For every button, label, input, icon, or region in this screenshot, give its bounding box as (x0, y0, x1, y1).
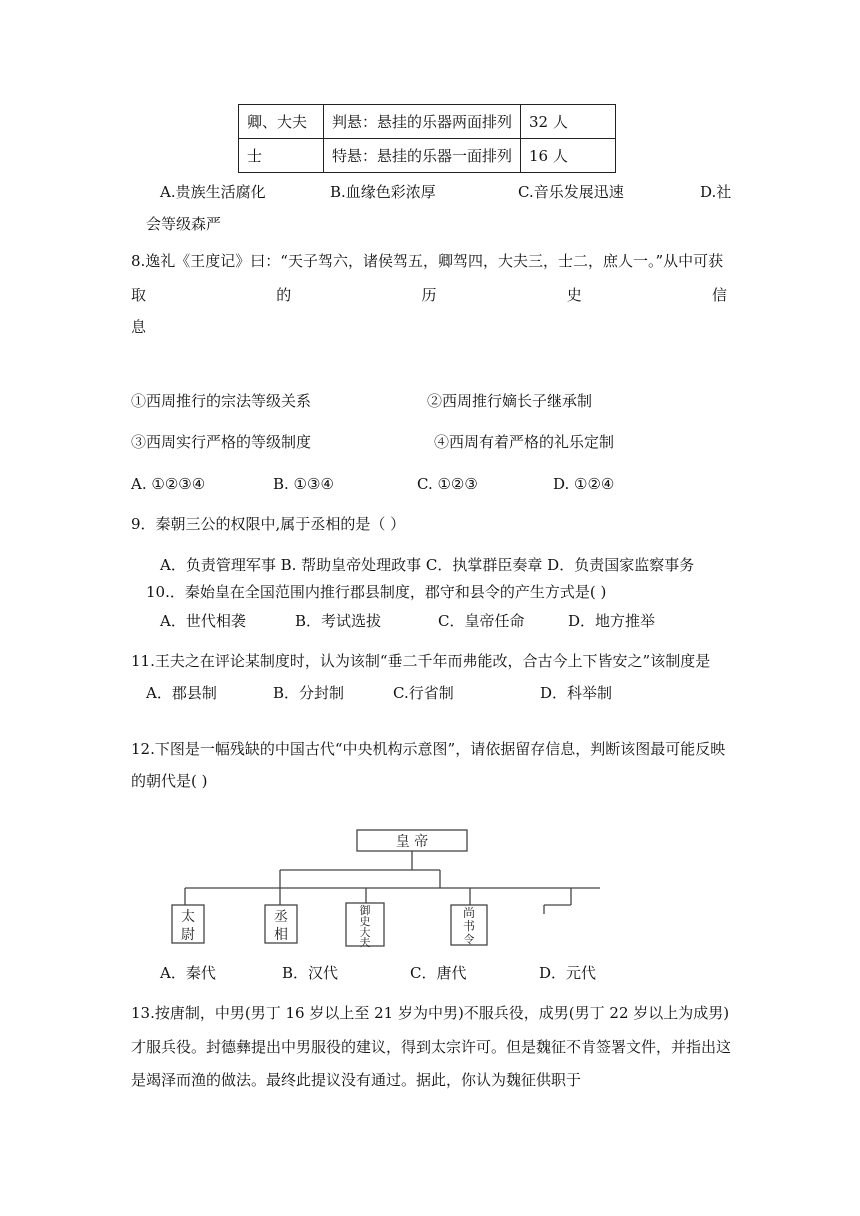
q10-option-d[interactable]: D．地方推举 (568, 612, 656, 630)
table-cell: 32 人 (521, 105, 616, 139)
diagram-taiwei-char: 尉 (181, 927, 195, 943)
q8-item-3: ③西周实行严格的等级制度 (131, 433, 312, 451)
q12-option-a[interactable]: A．秦代 (160, 964, 216, 982)
q12-option-c[interactable]: C．唐代 (410, 964, 467, 982)
q7-option-a[interactable]: A.贵族生活腐化 (160, 183, 266, 201)
q12-option-d[interactable]: D．元代 (539, 964, 597, 982)
q9-stem: 9．秦朝三公的权限中,属于丞相的是（ ） (131, 515, 406, 533)
q13-stem-line3: 是竭泽而渔的做法。最终此提议没有通过。据此，你认为魏征供职于 (131, 1071, 582, 1089)
q8-option-a[interactable]: A. ①②③④ (131, 475, 206, 493)
q11-option-a[interactable]: A．郡县制 (146, 684, 217, 702)
q8-option-d[interactable]: D. ①②④ (553, 475, 615, 493)
q7-option-d-continued: 会等级森严 (146, 215, 222, 233)
q8-word: 信 (711, 286, 727, 304)
diagram-shangshuling-char: 书 (462, 919, 476, 933)
diagram-taiwei-char: 太 (181, 909, 195, 925)
q11-stem: 11.王夫之在评论某制度时，认为该制“垂二千年而弗能改，合古今上下皆安之”该制度是 (131, 652, 711, 670)
diagram-yushidafu-char: 史 (359, 915, 371, 928)
q9-options[interactable]: A．负责管理军事 B. 帮助皇帝处理政事 C．执掌群臣奏章 D．负责国家监察事务 (160, 556, 695, 574)
q8-option-c[interactable]: C. ①②③ (417, 475, 478, 493)
q10-stem: 10.．秦始皇在全国范围内推行郡县制度，郡守和县令的产生方式是( ) (146, 583, 607, 601)
diagram-emperor-label: 皇 帝 (395, 834, 429, 850)
q13-stem-line1: 13.按唐制，中男(男丁 16 岁以上至 21 岁为中男)不服兵役，成男(男丁 22 岁以上为成男) (131, 1004, 730, 1022)
diagram-yushidafu-char: 夫 (359, 936, 371, 949)
q12-stem-line2: 的朝代是( ) (131, 772, 208, 790)
q8-stem-line1: 8.逸礼《王度记》曰：“天子驾六，诸侯驾五，卿驾四，大夫三，士二，庶人一。”从中可获 (131, 252, 724, 270)
diagram-chengxiang-char: 相 (274, 927, 288, 943)
table-cell: 士 (239, 139, 324, 173)
q7-option-d[interactable]: D.社 (700, 183, 732, 201)
q8-word: 历 (421, 286, 437, 304)
q8-word: 的 (276, 286, 292, 304)
q10-option-b[interactable]: B．考试选拔 (295, 612, 382, 630)
q7-option-b[interactable]: B.血缘色彩浓厚 (330, 183, 436, 201)
q7-option-c[interactable]: C.音乐发展迅速 (518, 183, 624, 201)
q11-option-d[interactable]: D．科举制 (540, 684, 613, 702)
q12-stem-line1: 12.下图是一幅残缺的中国古代“中央机构示意图”，请依据留存信息，判断该图最可能反映 (131, 740, 726, 758)
q8-word: 取 (131, 286, 147, 304)
q8-option-b[interactable]: B. ①③④ (273, 475, 334, 493)
q11-option-c[interactable]: C.行省制 (393, 684, 454, 702)
diagram-shangshuling-char: 令 (463, 933, 475, 946)
q11-option-b[interactable]: B．分封制 (273, 684, 345, 702)
diagram-chengxiang-char: 丞 (274, 909, 288, 925)
q8-item-2: ②西周推行嫡长子继承制 (427, 392, 593, 410)
table-cell: 16 人 (521, 139, 616, 173)
table-cell: 特悬：悬挂的乐器一面排列 (324, 139, 521, 173)
q10-option-a[interactable]: A．世代相袭 (160, 612, 246, 630)
diagram-yushidafu-char: 御 (359, 904, 371, 917)
diagram-yushidafu-char: 大 (359, 926, 371, 939)
q13-stem-line2: 才服兵役。封德彝提出中男服役的建议，得到太宗许可。但是魏征不肯签署文件，并指出这 (131, 1038, 732, 1056)
q8-word: 史 (566, 286, 582, 304)
q8-stem-line3: 息 (131, 318, 147, 336)
q8-item-4: ④西周有着严格的礼乐定制 (434, 433, 615, 451)
table-cell: 卿、大夫 (239, 105, 324, 139)
diagram-shangshuling-char: 尚 (462, 906, 476, 920)
q8-item-1: ①西周推行的宗法等级关系 (131, 392, 312, 410)
table-cell: 判悬：悬挂的乐器两面排列 (324, 105, 521, 139)
q12-option-b[interactable]: B．汉代 (282, 964, 339, 982)
q10-option-c[interactable]: C．皇帝任命 (438, 612, 525, 630)
